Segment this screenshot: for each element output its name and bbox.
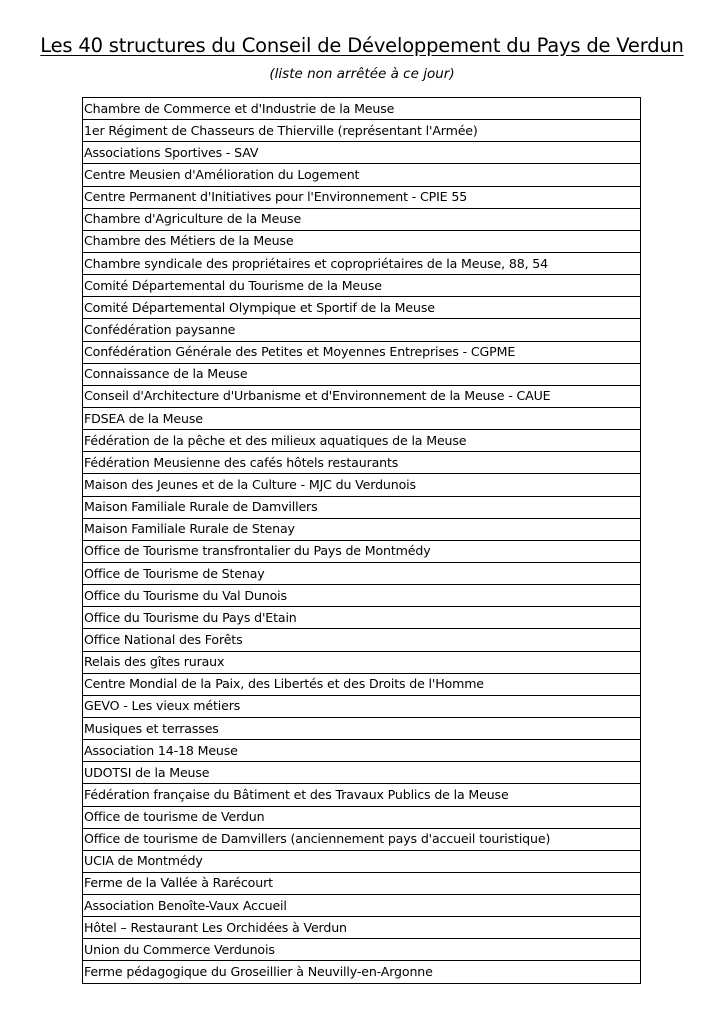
structure-name: Comité Départemental du Tourisme de la Meuse bbox=[83, 275, 641, 297]
structure-name: 1er Régiment de Chasseurs de Thierville (représentant l'Armée) bbox=[83, 120, 641, 142]
table-row bbox=[83, 695, 641, 717]
structure-name: Ferme pédagogique du Groseillier à Neuvilly-en-Argonne bbox=[83, 961, 641, 983]
table-row bbox=[83, 651, 641, 673]
table-row bbox=[83, 939, 641, 961]
structures-table-body bbox=[83, 98, 641, 984]
structure-name: Chambre des Métiers de la Meuse bbox=[83, 230, 641, 252]
structure-name: Office du Tourisme du Pays d'Etain bbox=[83, 607, 641, 629]
table-row bbox=[83, 629, 641, 651]
structure-name: Maison des Jeunes et de la Culture - MJC du Verdunois bbox=[83, 474, 641, 496]
table-row bbox=[83, 607, 641, 629]
table-row bbox=[83, 961, 641, 983]
structure-name: Office du Tourisme du Val Dunois bbox=[83, 585, 641, 607]
structure-name: Office de tourisme de Damvillers (anciennement pays d'accueil touristique) bbox=[83, 828, 641, 850]
structure-name: Office National des Forêts bbox=[83, 629, 641, 651]
structure-name: Associations Sportives - SAV bbox=[83, 142, 641, 164]
structure-name: Maison Familiale Rurale de Damvillers bbox=[83, 496, 641, 518]
table-row bbox=[83, 407, 641, 429]
table-row bbox=[83, 363, 641, 385]
table-row bbox=[83, 540, 641, 562]
table-row bbox=[83, 562, 641, 584]
structure-name: Relais des gîtes ruraux bbox=[83, 651, 641, 673]
table-row bbox=[83, 806, 641, 828]
structure-name: Association Benoîte-Vaux Accueil bbox=[83, 895, 641, 917]
structure-name: UCIA de Montmédy bbox=[83, 850, 641, 872]
table-row bbox=[83, 762, 641, 784]
structure-name: Centre Mondial de la Paix, des Libertés et des Droits de l'Homme bbox=[83, 673, 641, 695]
structure-name: Confédération paysanne bbox=[83, 319, 641, 341]
table-row bbox=[83, 895, 641, 917]
structure-name: Association 14-18 Meuse bbox=[83, 740, 641, 762]
structure-name: UDOTSI de la Meuse bbox=[83, 762, 641, 784]
structure-name: Fédération de la pêche et des milieux aquatiques de la Meuse bbox=[83, 430, 641, 452]
structure-name: FDSEA de la Meuse bbox=[83, 407, 641, 429]
table-row bbox=[83, 872, 641, 894]
table-row bbox=[83, 673, 641, 695]
table-row bbox=[83, 850, 641, 872]
structure-name: Chambre d'Agriculture de la Meuse bbox=[83, 208, 641, 230]
structure-name: Ferme de la Vallée à Rarécourt bbox=[83, 872, 641, 894]
table-row bbox=[83, 828, 641, 850]
structure-name: Office de Tourisme transfrontalier du Pays de Montmédy bbox=[83, 540, 641, 562]
table-row bbox=[83, 740, 641, 762]
structure-name: Musiques et terrasses bbox=[83, 717, 641, 739]
structure-name: Maison Familiale Rurale de Stenay bbox=[83, 518, 641, 540]
page-subtitle: (liste non arrêtée à ce jour) bbox=[269, 66, 455, 82]
table-row bbox=[83, 430, 641, 452]
structure-name: Fédération Meusienne des cafés hôtels restaurants bbox=[83, 452, 641, 474]
structure-name: Centre Meusien d'Amélioration du Logement bbox=[83, 164, 641, 186]
table-row bbox=[83, 474, 641, 496]
structures-table bbox=[82, 97, 641, 984]
table-row bbox=[83, 164, 641, 186]
structure-name: Connaissance de la Meuse bbox=[83, 363, 641, 385]
table-row bbox=[83, 208, 641, 230]
table-row bbox=[83, 186, 641, 208]
table-row bbox=[83, 585, 641, 607]
structure-name: Office de Tourisme de Stenay bbox=[83, 562, 641, 584]
structure-name: Office de tourisme de Verdun bbox=[83, 806, 641, 828]
table-row bbox=[83, 784, 641, 806]
table-row bbox=[83, 385, 641, 407]
structure-name: Union du Commerce Verdunois bbox=[83, 939, 641, 961]
table-row bbox=[83, 341, 641, 363]
table-row bbox=[83, 518, 641, 540]
structure-name: Confédération Générale des Petites et Moyennes Entreprises - CGPME bbox=[83, 341, 641, 363]
table-row bbox=[83, 120, 641, 142]
structure-name: Conseil d'Architecture d'Urbanisme et d'Environnement de la Meuse - CAUE bbox=[83, 385, 641, 407]
structure-name: Chambre syndicale des propriétaires et copropriétaires de la Meuse, 88, 54 bbox=[83, 252, 641, 274]
table-row bbox=[83, 98, 641, 120]
structure-name: Centre Permanent d'Initiatives pour l'Environnement - CPIE 55 bbox=[83, 186, 641, 208]
table-row bbox=[83, 230, 641, 252]
table-row bbox=[83, 452, 641, 474]
table-row bbox=[83, 917, 641, 939]
table-row bbox=[83, 275, 641, 297]
table-row bbox=[83, 717, 641, 739]
structure-name: Hôtel – Restaurant Les Orchidées à Verdun bbox=[83, 917, 641, 939]
table-row bbox=[83, 297, 641, 319]
structure-name: GEVO - Les vieux métiers bbox=[83, 695, 641, 717]
table-row bbox=[83, 319, 641, 341]
table-row bbox=[83, 496, 641, 518]
structure-name: Fédération française du Bâtiment et des Travaux Publics de la Meuse bbox=[83, 784, 641, 806]
table-row bbox=[83, 252, 641, 274]
page-title: Les 40 structures du Conseil de Développement du Pays de Verdun bbox=[40, 34, 684, 57]
table-row bbox=[83, 142, 641, 164]
structure-name: Comité Départemental Olympique et Sportif de la Meuse bbox=[83, 297, 641, 319]
structure-name: Chambre de Commerce et d'Industrie de la Meuse bbox=[83, 98, 641, 120]
